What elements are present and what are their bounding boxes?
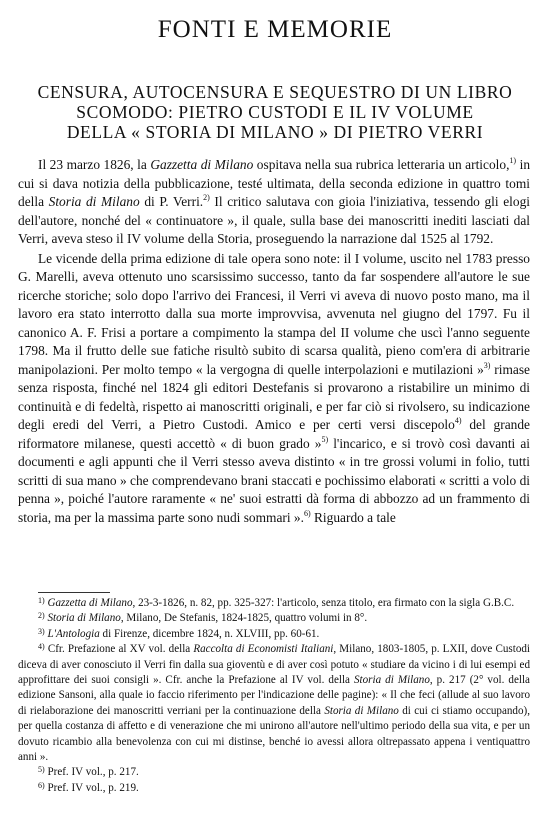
footnote-number: 5) <box>38 765 45 775</box>
section-title: FONTI E MEMORIE <box>157 16 393 43</box>
footnote-3: $^{3)}$ L'Antologia di Firenze, dicembre 1824, n. XLVIII, pp. 60-61. <box>38 626 320 640</box>
body-paragraph-2: Le vicende della prima edizione di tale opera sono note: il I volume, uscito nel 1783 presso G. Marelli, aveva ottenuto uno scarsissimo successo, tanto da far sospendere all'autore le sue ricerche storiche; solo dopo l'arrivo dei Francesi, il Verri vi aveva di nuovo posto mano, ma il lavoro era stato interrotto dalla sua morte improvvisa, avvenuta nel giugno del 1797. Fu il canonico A. F. Frisi a portare a compimento la stampa del II volume che uscì l'anno seguente 1798. Ma il frutto delle sue fatiche risultò subito di scarsa qualità, pieno com'era di arbitrarie manipolazioni. Per molto tempo « la vergogna di quelle interpolazioni e mutilazioni »$^{3)}$ rimase senza risposta, finché nel 1824 gli editori Destefanis si provarono a ristabilire un minimo di continuità e di fedeltà, rispetto ai manoscritti originali, e per far ciò si rivolsero, su indicazione degli eredi del Verri, a Pietro Custodi. Amico e per certi versi discepolo$^{4)}$ del grande riformatore milanese, questi accettò « di buon grado »$^{5)}$ l'incarico, e si trovò così davanti ai documenti e agli appunti che il Verri stesso aveva distinto « in tre grossi volumi in folio, tutti scritti di sua mano » che comprendevano brani staccati e pochissimo elaborati « scritti a volo di penna », poiché l'autore raramente « ne' suoi estratti dà forma di abbozzo ad un frammento di storia, ma per la massima parte sono nudi sommari ».$^{6)}$ Riguardo a tale <box>18 250 531 525</box>
article-title-line-3: DELLA « STORIA DI MILANO » DI PIETRO VERRI <box>66 122 484 142</box>
footnote-6: $^{6)}$ Pref. IV vol., p. 219. <box>38 780 139 794</box>
footnote-2: $^{2)}$ Storia di Milano, Milano, De Stefanis, 1824-1825, quattro volumi in 8°. <box>38 611 368 625</box>
footnote-ref-3[interactable]: 3) <box>483 360 491 370</box>
footnote-ref-5[interactable]: 5) <box>321 434 329 444</box>
article-title-line-1: CENSURA, AUTOCENSURA E SEQUESTRO DI UN LIBRO <box>37 82 513 102</box>
footnote-number: 2) <box>38 611 45 621</box>
article-title-line-2: SCOMODO: PIETRO CUSTODI E IL IV VOLUME <box>76 102 474 122</box>
article-body <box>18 156 530 527</box>
footnote-ref-2[interactable]: 2) <box>203 193 210 202</box>
body-paragraph-1: Il 23 marzo 1826, la Gazzetta di Milano ospitava nella sua rubrica letteraria un articolo,$^{1)}$ in cui si dava notizia della pubblicazione, testé ultimata, della seconda edizione in quattro tomi della Storia di Milano di P. Verri.$^{2)}$ Il critico salutava con gioia l'iniziativa, tessendo gli elogi dell'autore, nonché del « continuatore », il quale, sulla base dei manoscritti inediti lasciati dal Verri, aveva steso il IV volume della Storia, proseguendo la narrazione dal 1525 al 1792. <box>18 156 531 246</box>
footnote-ref-1[interactable]: 1) <box>509 156 517 165</box>
footnote-5: $^{5)}$ Pref. IV vol., p. 217. <box>38 765 139 779</box>
footnote-ref-4[interactable]: 4) <box>454 416 462 425</box>
footnote-4: $^{4)}$ Cfr. Prefazione al XV vol. della Raccolta di Economisti Italiani, Milano, 1803-1805, p. LXII, dove Custodi diceva di aver conosciuto il Verri fin dalla sua gioventù e di aver così potuto « studiare da vicino i di lui esempi ed approfittare dei suoi consigli ». Cfr. anche la Prefazione al IV vol. della Storia di Milano, p. 217 (2° vol. della edizione Sansoni, alla quale io faccio riferimento per l'indicazione delle pagine): « Il che feci (allude al suo lavoro di rielaborazione dei manoscritti verriani per la continuazione della Storia di Milano di cui ci stiamo occupando), per quella costanza di affetto e di venerazione che mi unirono all'autore nell'ultimo periodo della sua vita, e per un dovuto ricambio alla benevolenza con cui mi distinse, benché io avessi allora oltrepassato appena i ventiquattro anni ». <box>18 642 530 764</box>
footnote-number: 6) <box>38 780 45 790</box>
footnote-number: 4) <box>38 642 45 652</box>
footnote-divider <box>38 592 110 593</box>
footnote-number: 1) <box>38 596 45 605</box>
article-title <box>0 82 550 142</box>
footnote-ref-6[interactable]: 6) <box>303 508 311 518</box>
footnote-number: 3) <box>38 626 45 636</box>
footnotes <box>18 596 530 796</box>
footnote-1: $^{1)}$ Gazzetta di Milano, 23-3-1826, n. 82, pp. 325-327: l'articolo, senza titolo, era firmato con la sigla G.B.C. <box>38 596 515 609</box>
